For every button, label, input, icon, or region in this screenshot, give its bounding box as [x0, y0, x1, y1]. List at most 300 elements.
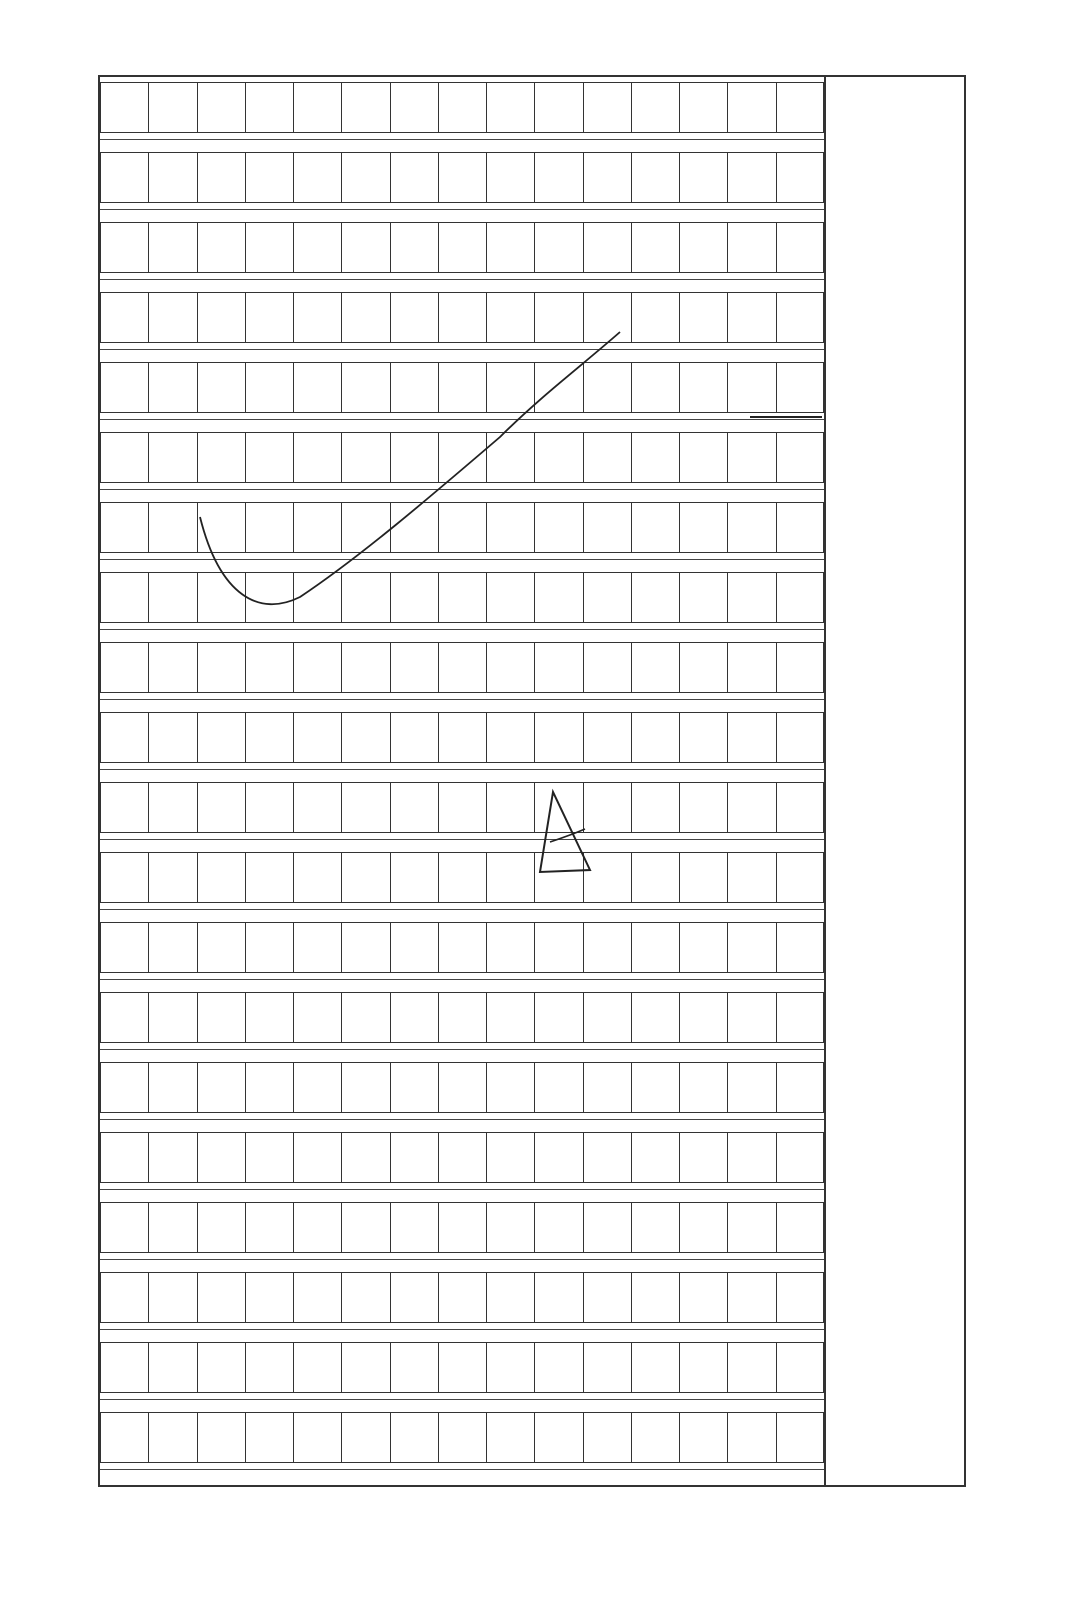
grid-cell	[100, 362, 148, 413]
grid-cell	[245, 82, 293, 133]
grid-cell	[341, 1342, 389, 1393]
grid-cell	[727, 152, 775, 203]
grid-cell	[148, 1132, 196, 1183]
grid-cell	[438, 502, 486, 553]
grid-cell	[245, 432, 293, 483]
grid-cell	[341, 1412, 389, 1463]
grid-cell	[438, 1342, 486, 1393]
grid-cell	[776, 642, 824, 693]
grid-cell	[197, 922, 245, 973]
grid-cell	[438, 642, 486, 693]
grid-cell	[148, 82, 196, 133]
grid-cell	[197, 362, 245, 413]
grid-cell	[148, 1342, 196, 1393]
grid-cell	[438, 992, 486, 1043]
grid-cell	[341, 502, 389, 553]
grid-cell	[100, 152, 148, 203]
grid-cell	[438, 572, 486, 623]
grid-cell	[631, 992, 679, 1043]
grid-cell	[583, 1272, 631, 1323]
grid-cell	[631, 1342, 679, 1393]
grid-cell	[100, 572, 148, 623]
grid-cell	[679, 1272, 727, 1323]
grid-cell	[534, 1202, 582, 1253]
row-separator	[100, 1399, 824, 1400]
grid-cell	[341, 152, 389, 203]
grid-cell	[631, 782, 679, 833]
composition-sheet	[98, 75, 966, 1487]
grid-cell	[486, 572, 534, 623]
grid-cell	[293, 432, 341, 483]
grid-cell	[293, 82, 341, 133]
grid-cell	[486, 1062, 534, 1113]
grid-cell	[148, 572, 196, 623]
grid-cell	[197, 1412, 245, 1463]
grid-cell	[679, 712, 727, 763]
grid-cell	[341, 1202, 389, 1253]
grid-cell	[438, 1132, 486, 1183]
grid-cell	[341, 922, 389, 973]
grid-cell	[197, 432, 245, 483]
grid-cell	[583, 922, 631, 973]
grid-cell	[197, 992, 245, 1043]
grid-cell	[197, 292, 245, 343]
grid-cell	[679, 432, 727, 483]
grid-cell	[438, 922, 486, 973]
grid-cell	[197, 152, 245, 203]
grid-cell	[197, 642, 245, 693]
grid-row	[100, 852, 824, 903]
grid-cell	[293, 152, 341, 203]
grid-cell	[534, 152, 582, 203]
grid-cell	[100, 782, 148, 833]
grid-cell	[293, 1132, 341, 1183]
grid-cell	[148, 782, 196, 833]
grid-cell	[438, 362, 486, 413]
grid-cell	[727, 992, 775, 1043]
grid-cell	[390, 1412, 438, 1463]
grid-cell	[631, 1412, 679, 1463]
grid-cell	[148, 922, 196, 973]
row-separator	[100, 559, 824, 560]
grid-cell	[679, 1132, 727, 1183]
grid-cell	[679, 922, 727, 973]
grid-cell	[486, 1342, 534, 1393]
grid-cell	[631, 292, 679, 343]
grid-cell	[245, 1272, 293, 1323]
grid-cell	[583, 292, 631, 343]
grid-cell	[293, 782, 341, 833]
grid-cell	[631, 852, 679, 903]
grid-cell	[293, 572, 341, 623]
grid-cell	[197, 502, 245, 553]
grid-cell	[583, 82, 631, 133]
grid-cell	[631, 922, 679, 973]
grid-cell	[776, 1202, 824, 1253]
grid-cell	[341, 82, 389, 133]
grid-cell	[583, 852, 631, 903]
grid-cell	[245, 922, 293, 973]
grid-cell	[727, 642, 775, 693]
grid-cell	[148, 362, 196, 413]
grid-cell	[776, 992, 824, 1043]
grid-row	[100, 922, 824, 973]
grid-cell	[100, 1412, 148, 1463]
grid-cell	[390, 712, 438, 763]
grid-cell	[148, 502, 196, 553]
grid-cell	[438, 1202, 486, 1253]
grid-cell	[534, 992, 582, 1043]
grid-cell	[631, 152, 679, 203]
grid-cell	[727, 852, 775, 903]
grid-cell	[679, 852, 727, 903]
grid-cell	[534, 1272, 582, 1323]
grid-cell	[293, 922, 341, 973]
grid-row	[100, 82, 824, 133]
grid-cell	[534, 922, 582, 973]
grid-cell	[245, 1342, 293, 1393]
row-separator	[100, 279, 824, 280]
grid-cell	[679, 362, 727, 413]
grid-cell	[438, 152, 486, 203]
grid-cell	[293, 1062, 341, 1113]
grid-cell	[245, 712, 293, 763]
grid-cell	[197, 82, 245, 133]
grid-cell	[679, 1342, 727, 1393]
grid-cell	[293, 992, 341, 1043]
row-separator	[100, 1049, 824, 1050]
grid-cell	[486, 1412, 534, 1463]
grid-cell	[148, 1202, 196, 1253]
grid-cell	[438, 292, 486, 343]
grid-cell	[679, 222, 727, 273]
grid-row	[100, 502, 824, 553]
grid-cell	[148, 1412, 196, 1463]
grid-cell	[534, 1132, 582, 1183]
grid-cell	[100, 922, 148, 973]
grid-cell	[583, 572, 631, 623]
grid-cell	[583, 1342, 631, 1393]
grid-cell	[293, 1342, 341, 1393]
grid-cell	[148, 292, 196, 343]
grid-cell	[583, 502, 631, 553]
grid-cell	[776, 82, 824, 133]
grid-row	[100, 1062, 824, 1113]
grid-cell	[245, 1202, 293, 1253]
grid-cell	[197, 1202, 245, 1253]
grid-cell	[341, 1272, 389, 1323]
grid-cell	[390, 292, 438, 343]
grid-cell	[245, 572, 293, 623]
row-separator	[100, 629, 824, 630]
grid-cell	[245, 152, 293, 203]
grid-cell	[486, 292, 534, 343]
grid-cell	[341, 572, 389, 623]
grid-cell	[534, 1062, 582, 1113]
grid-cell	[727, 922, 775, 973]
grid-cell	[727, 362, 775, 413]
grid-cell	[341, 642, 389, 693]
grid-cell	[438, 1272, 486, 1323]
grid-cell	[100, 292, 148, 343]
grid-cell	[534, 782, 582, 833]
row-separator	[100, 349, 824, 350]
grid-cell	[100, 712, 148, 763]
grid-cell	[486, 852, 534, 903]
grid-cell	[341, 712, 389, 763]
grid-row	[100, 152, 824, 203]
grid-row	[100, 782, 824, 833]
grid-row	[100, 1342, 824, 1393]
margin-divider	[824, 77, 826, 1485]
grid-cell	[100, 1062, 148, 1113]
grid-cell	[245, 1062, 293, 1113]
grid-cell	[100, 1272, 148, 1323]
grid-cell	[486, 642, 534, 693]
grid-row	[100, 572, 824, 623]
grid-cell	[486, 152, 534, 203]
grid-cell	[534, 292, 582, 343]
grid-cell	[341, 992, 389, 1043]
grid-cell	[197, 572, 245, 623]
grid-cell	[245, 292, 293, 343]
grid-cell	[148, 152, 196, 203]
row-separator	[100, 1329, 824, 1330]
grid-cell	[776, 362, 824, 413]
grid-cell	[486, 502, 534, 553]
grid-cell	[486, 1132, 534, 1183]
grid-cell	[341, 852, 389, 903]
grid-cell	[631, 1062, 679, 1113]
grid-cell	[486, 1272, 534, 1323]
grid-cell	[486, 782, 534, 833]
grid-cell	[245, 362, 293, 413]
grid-cell	[341, 1132, 389, 1183]
grid-cell	[245, 1412, 293, 1463]
grid-cell	[341, 782, 389, 833]
grid-cell	[390, 362, 438, 413]
grid-cell	[245, 992, 293, 1043]
grid-cell	[679, 1412, 727, 1463]
grid-cell	[148, 992, 196, 1043]
grid-cell	[390, 222, 438, 273]
grid-cell	[727, 782, 775, 833]
grid-cell	[341, 292, 389, 343]
row-separator	[100, 909, 824, 910]
grid-cell	[197, 712, 245, 763]
grid-cell	[148, 432, 196, 483]
grid-cell	[776, 1272, 824, 1323]
grid-cell	[197, 1132, 245, 1183]
grid-cell	[341, 362, 389, 413]
grid-cell	[727, 432, 775, 483]
grid-cell	[679, 1062, 727, 1113]
row-separator	[100, 419, 824, 420]
grid-cell	[776, 152, 824, 203]
grid-cell	[631, 1202, 679, 1253]
grid-cell	[390, 152, 438, 203]
grid-cell	[100, 992, 148, 1043]
grid-cell	[727, 572, 775, 623]
grid-cell	[293, 502, 341, 553]
row-separator	[100, 1189, 824, 1190]
grid-cell	[727, 82, 775, 133]
grid-cell	[776, 292, 824, 343]
grid-cell	[534, 1412, 582, 1463]
grid-cell	[293, 292, 341, 343]
grid-cell	[148, 1062, 196, 1113]
grid-row	[100, 1132, 824, 1183]
grid-cell	[631, 572, 679, 623]
grid-cell	[631, 1132, 679, 1183]
grid-cell	[390, 1342, 438, 1393]
grid-cell	[245, 852, 293, 903]
grid-cell	[679, 152, 727, 203]
grid-cell	[341, 432, 389, 483]
grid-cell	[631, 222, 679, 273]
grid-cell	[727, 1202, 775, 1253]
grid-cell	[534, 852, 582, 903]
grid-cell	[245, 1132, 293, 1183]
grid-cell	[148, 1272, 196, 1323]
grid-cell	[727, 502, 775, 553]
grid-cell	[438, 782, 486, 833]
grid-cell	[341, 222, 389, 273]
grid-cell	[583, 1132, 631, 1183]
grid-cell	[486, 712, 534, 763]
grid-cell	[390, 782, 438, 833]
grid-cell	[100, 1202, 148, 1253]
grid-cell	[534, 362, 582, 413]
grid-cell	[390, 642, 438, 693]
grid-cell	[776, 852, 824, 903]
grid-cell	[679, 992, 727, 1043]
grid-row	[100, 642, 824, 693]
grid-cell	[776, 712, 824, 763]
grid-cell	[534, 222, 582, 273]
grid-cell	[727, 222, 775, 273]
grid-cell	[100, 852, 148, 903]
grid-cell	[100, 502, 148, 553]
grid-cell	[583, 152, 631, 203]
grid-cell	[390, 502, 438, 553]
grid-cell	[727, 292, 775, 343]
grid-cell	[390, 852, 438, 903]
grid-cell	[148, 852, 196, 903]
grid-cell	[776, 922, 824, 973]
grid-cell	[679, 782, 727, 833]
grid-row	[100, 712, 824, 763]
row-separator	[100, 699, 824, 700]
row-separator	[100, 489, 824, 490]
grid-cell	[776, 502, 824, 553]
grid-cell	[583, 1202, 631, 1253]
grid-cell	[438, 852, 486, 903]
grid-cell	[486, 922, 534, 973]
grid-cell	[148, 642, 196, 693]
grid-cell	[776, 782, 824, 833]
grid-cell	[631, 642, 679, 693]
grid-cell	[438, 432, 486, 483]
grid-cell	[583, 1412, 631, 1463]
grid-cell	[293, 712, 341, 763]
grid-cell	[197, 1272, 245, 1323]
row-separator	[100, 139, 824, 140]
grid-cell	[245, 782, 293, 833]
grid-cell	[679, 642, 727, 693]
grid-cell	[534, 572, 582, 623]
grid-cell	[438, 1062, 486, 1113]
grid-cell	[583, 432, 631, 483]
grid-cell	[293, 222, 341, 273]
grid-cell	[390, 572, 438, 623]
grid-row	[100, 432, 824, 483]
grid-cell	[583, 712, 631, 763]
grid-cell	[390, 922, 438, 973]
grid-cell	[438, 712, 486, 763]
grid-cell	[486, 432, 534, 483]
grid-cell	[245, 642, 293, 693]
grid-cell	[776, 1342, 824, 1393]
grid-row	[100, 362, 824, 413]
grid-cell	[293, 1202, 341, 1253]
grid-cell	[583, 362, 631, 413]
grid-cell	[727, 1062, 775, 1113]
grid-cell	[631, 712, 679, 763]
row-separator	[100, 209, 824, 210]
grid-cell	[293, 362, 341, 413]
grid-cell	[438, 1412, 486, 1463]
grid-row	[100, 1272, 824, 1323]
grid-cell	[486, 1202, 534, 1253]
grid-cell	[583, 1062, 631, 1113]
grid-cell	[293, 1272, 341, 1323]
grid-cell	[631, 362, 679, 413]
row-separator	[100, 1259, 824, 1260]
grid-cell	[438, 222, 486, 273]
grid-cell	[631, 502, 679, 553]
grid-cell	[293, 1412, 341, 1463]
grid-cell	[631, 82, 679, 133]
grid-row	[100, 222, 824, 273]
grid-cell	[100, 642, 148, 693]
row-separator	[100, 979, 824, 980]
row-separator	[100, 1119, 824, 1120]
grid-cell	[534, 642, 582, 693]
grid-cell	[390, 432, 438, 483]
grid-cell	[534, 502, 582, 553]
grid-cell	[197, 222, 245, 273]
grid-cell	[293, 642, 341, 693]
grid-cell	[727, 1132, 775, 1183]
grid-cell	[776, 1412, 824, 1463]
row-separator	[100, 839, 824, 840]
grid-cell	[776, 1062, 824, 1113]
grid-cell	[486, 362, 534, 413]
grid-cell	[148, 222, 196, 273]
grid-cell	[148, 712, 196, 763]
grid-cell	[390, 992, 438, 1043]
grid-cell	[727, 1342, 775, 1393]
grid-cell	[679, 1202, 727, 1253]
grid-cell	[583, 222, 631, 273]
grid-cell	[390, 1202, 438, 1253]
grid-cell	[776, 222, 824, 273]
grid-cell	[727, 1412, 775, 1463]
grid-row	[100, 992, 824, 1043]
grid-cell	[679, 502, 727, 553]
grid-cell	[438, 82, 486, 133]
